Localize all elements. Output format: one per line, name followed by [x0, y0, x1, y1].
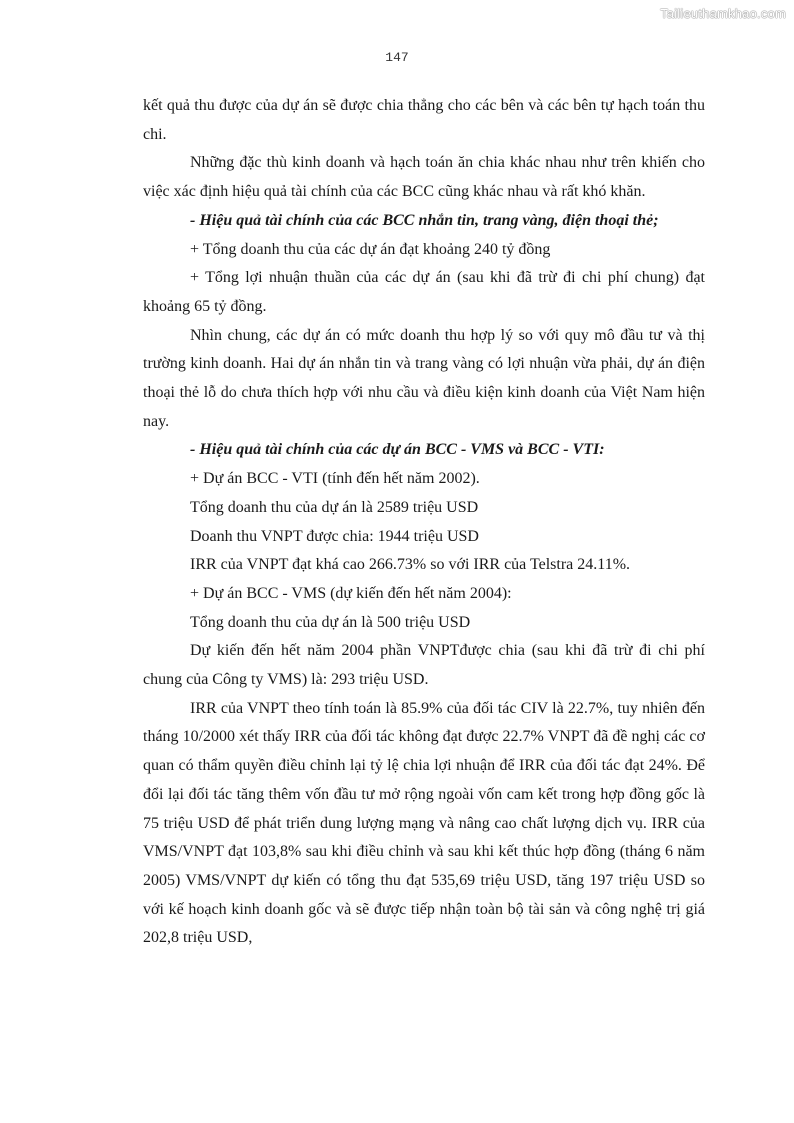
bullet-item: + Dự án BCC - VMS (dự kiến đến hết năm 2004): — [190, 584, 512, 602]
paragraph: Doanh thu VNPT được chia: 1944 triệu USD — [190, 527, 479, 545]
bullet-item: + Tổng doanh thu của các dự án đạt khoảng 240 tỷ đồng — [190, 240, 551, 258]
paragraph: Nhìn chung, các dự án có mức doanh thu hợp lý so với quy mô đầu tư và thị trường kinh doanh. Hai dự án nhắn tin và trang vàng có lợi nhuận vừa phải, dự án điện thoại thẻ lỗ do chưa thích hợp với nhu cầu và điều kiện kinh doanh của Việt Nam hiện nay. — [143, 326, 705, 430]
watermark: Tailieuthamkhao.com — [660, 6, 786, 21]
page-number: 147 — [385, 50, 409, 65]
paragraph: IRR của VNPT theo tính toán là 85.9% của đối tác CIV là 22.7%, tuy nhiên đến tháng 10/2000 xét thấy IRR của đối tác không đạt được 22.7% VNPT đã đề nghị các cơ quan có thẩm quyền điều chỉnh lại tỷ lệ chia lợi nhuận để IRR của đối tác đạt 24%. Để đổi lại đối tác tăng thêm vốn đầu tư mở rộng ngoài vốn cam kết trong hợp đồng gốc là 75 triệu USD để phát triển dung lượng mạng và nâng cao chất lượng dịch vụ. IRR của VMS/VNPT đạt 103,8% sau khi điều chỉnh và sau khi kết thúc hợp đồng (tháng 6 năm 2005) VMS/VNPT dự kiến có tổng thu đạt 535,69 triệu USD, tăng 197 triệu USD so với kế hoạch kinh doanh gốc và sẽ được tiếp nhận toàn bộ tài sản và công nghệ trị giá 202,8 triệu USD, — [143, 699, 705, 947]
bullet-item: + Dự án BCC - VTI (tính đến hết năm 2002). — [190, 470, 480, 488]
bullet-item: + Tổng lợi nhuận thuần của các dự án (sau khi đã trừ đi chi phí chung) đạt khoảng 65 tỷ đồng. — [143, 269, 705, 315]
paragraph: Tổng doanh thu của dự án là 2589 triệu USD — [190, 498, 479, 516]
paragraph: kết quả thu được của dự án sẽ được chia thẳng cho các bên và các bên tự hạch toán thu chi. — [143, 97, 705, 143]
paragraph: Tổng doanh thu của dự án là 500 triệu USD — [190, 613, 471, 631]
paragraph: Dự kiến đến hết năm 2004 phần VNPTđược chia (sau khi đã trừ đi chi phí chung của Công ty VMS) là: 293 triệu USD. — [143, 642, 705, 689]
section-heading: - Hiệu quả tài chính của các BCC nhắn tin, trang vàng, điện thoại thẻ; — [190, 211, 659, 229]
paragraph: IRR của VNPT đạt khá cao 266.73% so với IRR của Telstra 24.11%. — [190, 556, 631, 574]
section-heading: - Hiệu quả tài chính của các dự án BCC - VMS và BCC - VTI: — [190, 441, 605, 459]
paragraph: Những đặc thù kinh doanh và hạch toán ăn chia khác nhau như trên khiến cho việc xác định hiệu quả tài chính của các BCC cũng khác nhau và rất khó khăn. — [143, 154, 705, 201]
document-body — [143, 92, 705, 953]
